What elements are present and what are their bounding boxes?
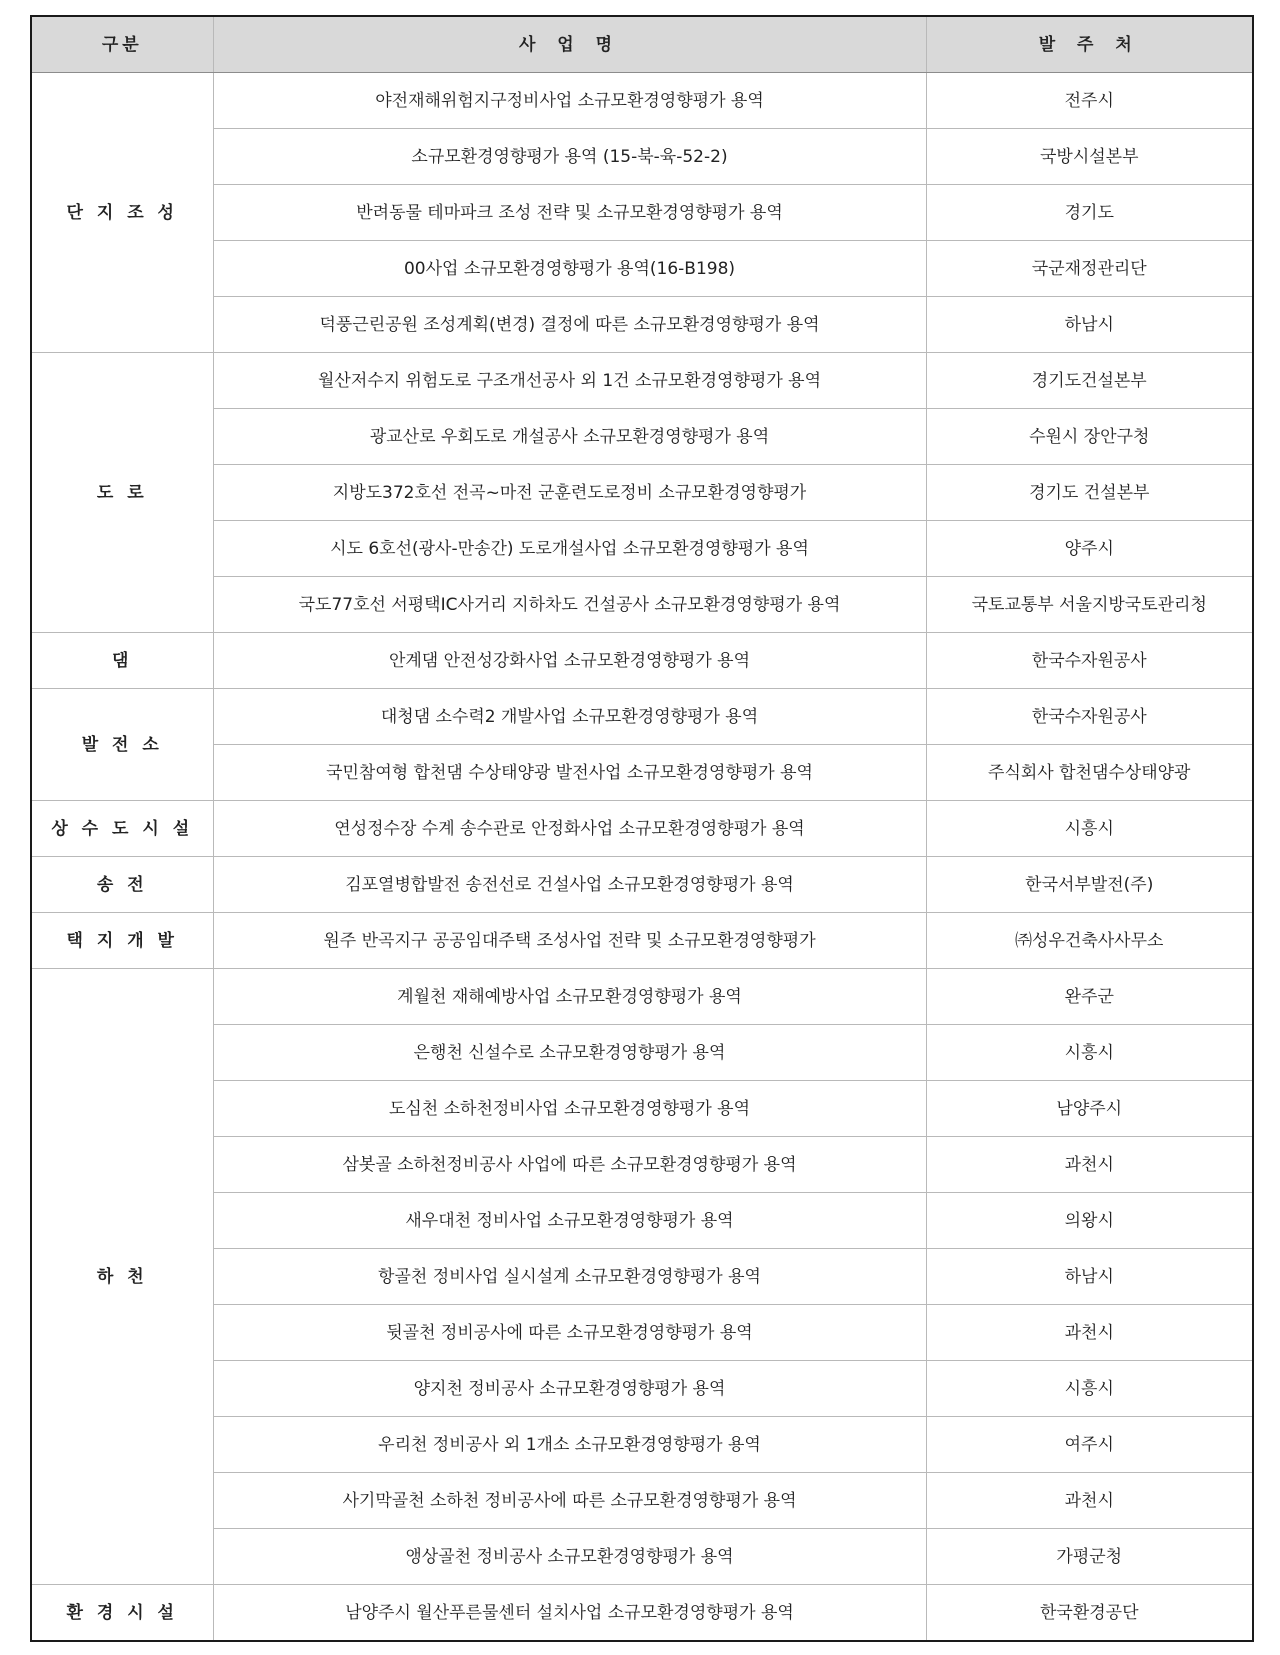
client-cell: 국방시설본부 xyxy=(926,129,1253,185)
client-cell: 하남시 xyxy=(926,297,1253,353)
client-cell: 한국환경공단 xyxy=(926,1585,1253,1642)
project-name-cell: 항골천 정비사업 실시설계 소규모환경영향평가 용역 xyxy=(213,1249,926,1305)
project-name-cell: 삼봇골 소하천정비공사 사업에 따른 소규모환경영향평가 용역 xyxy=(213,1137,926,1193)
client-cell: 한국수자원공사 xyxy=(926,633,1253,689)
table-row xyxy=(31,185,1253,241)
table-row xyxy=(31,689,1253,745)
table-row xyxy=(31,73,1253,129)
project-name-cell: 우리천 정비공사 외 1개소 소규모환경영향평가 용역 xyxy=(213,1417,926,1473)
project-name-cell: 원주 반곡지구 공공임대주택 조성사업 전략 및 소규모환경영향평가 xyxy=(213,913,926,969)
table-row xyxy=(31,745,1253,801)
client-cell: 시흥시 xyxy=(926,1025,1253,1081)
header-client: 발 주 처 xyxy=(926,16,1253,73)
table-body xyxy=(31,73,1253,1642)
project-name-cell: 안계댐 안전성강화사업 소규모환경영향평가 용역 xyxy=(213,633,926,689)
table-row xyxy=(31,913,1253,969)
client-cell: 전주시 xyxy=(926,73,1253,129)
project-name-cell: 대청댐 소수력2 개발사업 소규모환경영향평가 용역 xyxy=(213,689,926,745)
project-name-cell: 사기막골천 소하천 정비공사에 따른 소규모환경영향평가 용역 xyxy=(213,1473,926,1529)
project-name-cell: 은행천 신설수로 소규모환경영향평가 용역 xyxy=(213,1025,926,1081)
table-row xyxy=(31,465,1253,521)
category-cell: 도 로 xyxy=(31,353,213,633)
client-cell: ㈜성우건축사사무소 xyxy=(926,913,1253,969)
category-cell: 단 지 조 성 xyxy=(31,73,213,353)
project-name-cell: 국도77호선 서평택IC사거리 지하차도 건설공사 소규모환경영향평가 용역 xyxy=(213,577,926,633)
table-row xyxy=(31,521,1253,577)
table-row xyxy=(31,1249,1253,1305)
client-cell: 한국수자원공사 xyxy=(926,689,1253,745)
table-row xyxy=(31,353,1253,409)
table-row xyxy=(31,241,1253,297)
table-row xyxy=(31,1529,1253,1585)
category-cell: 하 천 xyxy=(31,969,213,1585)
project-name-cell: 뒷골천 정비공사에 따른 소규모환경영향평가 용역 xyxy=(213,1305,926,1361)
client-cell: 주식회사 합천댐수상태양광 xyxy=(926,745,1253,801)
table-row xyxy=(31,1305,1253,1361)
project-name-cell: 00사업 소규모환경영향평가 용역(16-B198) xyxy=(213,241,926,297)
header-category: 구분 xyxy=(31,16,213,73)
table-row xyxy=(31,1417,1253,1473)
category-cell: 택 지 개 발 xyxy=(31,913,213,969)
project-name-cell: 양지천 정비공사 소규모환경영향평가 용역 xyxy=(213,1361,926,1417)
client-cell: 경기도건설본부 xyxy=(926,353,1253,409)
client-cell: 국군재정관리단 xyxy=(926,241,1253,297)
table-row xyxy=(31,1361,1253,1417)
project-name-cell: 시도 6호선(광사-만송간) 도로개설사업 소규모환경영향평가 용역 xyxy=(213,521,926,577)
category-cell: 댐 xyxy=(31,633,213,689)
client-cell: 하남시 xyxy=(926,1249,1253,1305)
project-name-cell: 김포열병합발전 송전선로 건설사업 소규모환경영향평가 용역 xyxy=(213,857,926,913)
client-cell: 수원시 장안구청 xyxy=(926,409,1253,465)
table-row xyxy=(31,129,1253,185)
table-row xyxy=(31,1585,1253,1642)
client-cell: 가평군청 xyxy=(926,1529,1253,1585)
project-name-cell: 반려동물 테마파크 조성 전략 및 소규모환경영향평가 용역 xyxy=(213,185,926,241)
project-name-cell: 국민참여형 합천댐 수상태양광 발전사업 소규모환경영향평가 용역 xyxy=(213,745,926,801)
table-row xyxy=(31,577,1253,633)
project-name-cell: 광교산로 우회도로 개설공사 소규모환경영향평가 용역 xyxy=(213,409,926,465)
project-name-cell: 야전재해위험지구정비사업 소규모환경영향평가 용역 xyxy=(213,73,926,129)
category-cell: 상 수 도 시 설 xyxy=(31,801,213,857)
client-cell: 남양주시 xyxy=(926,1081,1253,1137)
client-cell: 경기도 건설본부 xyxy=(926,465,1253,521)
client-cell: 과천시 xyxy=(926,1305,1253,1361)
table-row xyxy=(31,1025,1253,1081)
project-name-cell: 덕풍근린공원 조성계획(변경) 결정에 따른 소규모환경영향평가 용역 xyxy=(213,297,926,353)
project-table xyxy=(30,15,1254,1642)
project-name-cell: 소규모환경영향평가 용역 (15-북-육-52-2) xyxy=(213,129,926,185)
client-cell: 국토교통부 서울지방국토관리청 xyxy=(926,577,1253,633)
header-project-name: 사 업 명 xyxy=(213,16,926,73)
table-row xyxy=(31,633,1253,689)
table-row xyxy=(31,857,1253,913)
project-name-cell: 앵상골천 정비공사 소규모환경영향평가 용역 xyxy=(213,1529,926,1585)
table-row xyxy=(31,297,1253,353)
category-cell: 발 전 소 xyxy=(31,689,213,801)
project-name-cell: 연성정수장 수계 송수관로 안정화사업 소규모환경영향평가 용역 xyxy=(213,801,926,857)
client-cell: 한국서부발전(주) xyxy=(926,857,1253,913)
table-row xyxy=(31,1081,1253,1137)
table-row xyxy=(31,801,1253,857)
project-name-cell: 계월천 재해예방사업 소규모환경영향평가 용역 xyxy=(213,969,926,1025)
project-name-cell: 새우대천 정비사업 소규모환경영향평가 용역 xyxy=(213,1193,926,1249)
project-name-cell: 월산저수지 위험도로 구조개선공사 외 1건 소규모환경영향평가 용역 xyxy=(213,353,926,409)
client-cell: 과천시 xyxy=(926,1137,1253,1193)
project-name-cell: 도심천 소하천정비사업 소규모환경영향평가 용역 xyxy=(213,1081,926,1137)
client-cell: 경기도 xyxy=(926,185,1253,241)
table-header-row xyxy=(31,16,1253,73)
client-cell: 완주군 xyxy=(926,969,1253,1025)
client-cell: 시흥시 xyxy=(926,801,1253,857)
table-row xyxy=(31,1193,1253,1249)
table-row xyxy=(31,969,1253,1025)
client-cell: 여주시 xyxy=(926,1417,1253,1473)
client-cell: 과천시 xyxy=(926,1473,1253,1529)
client-cell: 의왕시 xyxy=(926,1193,1253,1249)
client-cell: 양주시 xyxy=(926,521,1253,577)
table-row xyxy=(31,1473,1253,1529)
client-cell: 시흥시 xyxy=(926,1361,1253,1417)
category-cell: 환 경 시 설 xyxy=(31,1585,213,1642)
table-row xyxy=(31,1137,1253,1193)
project-name-cell: 지방도372호선 전곡~마전 군훈련도로정비 소규모환경영향평가 xyxy=(213,465,926,521)
table-row xyxy=(31,409,1253,465)
category-cell: 송 전 xyxy=(31,857,213,913)
project-name-cell: 남양주시 월산푸른물센터 설치사업 소규모환경영향평가 용역 xyxy=(213,1585,926,1642)
